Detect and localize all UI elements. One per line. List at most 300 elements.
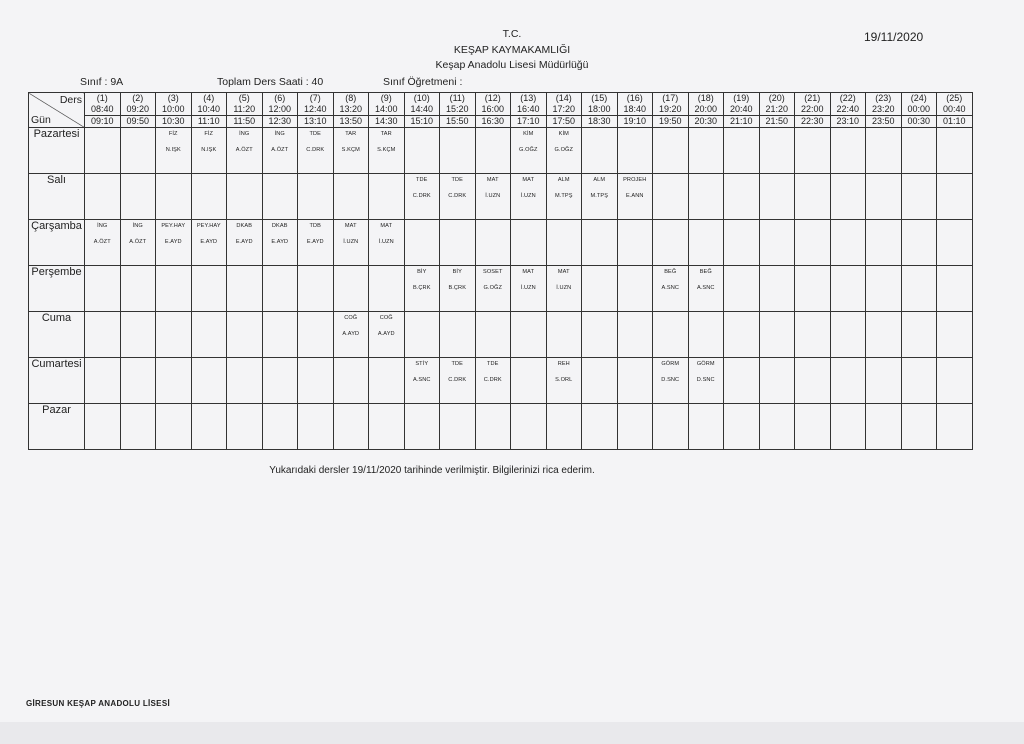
empty-cell	[262, 266, 298, 312]
empty-cell	[830, 312, 866, 358]
slot-number: (7)	[309, 93, 321, 103]
empty-cell	[191, 174, 227, 220]
lesson-cell	[227, 220, 263, 266]
day-name: Cuma	[29, 312, 85, 358]
empty-cell	[120, 266, 156, 312]
slot-end-time: 11:10	[192, 115, 227, 127]
empty-cell	[156, 358, 192, 404]
empty-cell	[511, 220, 547, 266]
lesson-subject: İNG	[132, 223, 143, 229]
slot-number: (13)	[520, 93, 537, 103]
lesson-cell	[440, 266, 476, 312]
slot-header	[866, 93, 902, 128]
empty-cell	[937, 312, 973, 358]
lesson-cell	[333, 312, 369, 358]
empty-cell	[546, 404, 582, 450]
empty-cell	[227, 266, 263, 312]
lesson-cell	[688, 266, 724, 312]
lesson-cell	[369, 312, 405, 358]
slot-number: (11)	[449, 93, 465, 103]
lesson-teacher: A.SNC	[412, 377, 431, 383]
empty-cell	[404, 220, 440, 266]
slot-start-time: 00:40	[942, 103, 966, 114]
empty-cell	[582, 266, 618, 312]
lesson-subject: TDB	[309, 223, 321, 229]
empty-cell	[653, 220, 689, 266]
empty-cell	[937, 220, 973, 266]
slot-start-time: 23:20	[871, 103, 895, 114]
day-name: Çarşamba	[29, 220, 85, 266]
empty-cell	[369, 358, 405, 404]
lesson-cell	[546, 174, 582, 220]
empty-cell	[759, 358, 795, 404]
slot-number: (22)	[839, 93, 856, 103]
slot-start-time: 18:00	[587, 103, 611, 114]
slot-header	[333, 93, 369, 128]
lesson-subject: BİY	[417, 269, 427, 275]
empty-cell	[333, 358, 369, 404]
document-date: 19/11/2020	[864, 30, 924, 44]
slot-end-time: 19:50	[653, 115, 688, 127]
empty-cell	[866, 358, 902, 404]
empty-cell	[653, 312, 689, 358]
slot-header	[795, 93, 831, 128]
lesson-teacher: S.ORL	[555, 377, 573, 383]
empty-cell	[582, 312, 618, 358]
slot-start-time: 16:00	[481, 103, 505, 114]
footer-school-name: GİRESUN KEŞAP ANADOLU LİSESİ	[26, 699, 170, 708]
empty-cell	[120, 358, 156, 404]
lesson-cell	[546, 266, 582, 312]
slot-number: (24)	[910, 93, 927, 103]
empty-cell	[795, 174, 831, 220]
empty-cell	[582, 220, 618, 266]
lesson-subject: TAR	[380, 131, 392, 137]
day-name: Perşembe	[29, 266, 85, 312]
lesson-teacher: İ.UZN	[520, 193, 536, 199]
class-label: Sınıf : 9A	[80, 76, 124, 88]
lesson-cell	[404, 358, 440, 404]
lesson-subject: MAT	[522, 269, 535, 275]
empty-cell	[617, 358, 653, 404]
empty-cell	[582, 128, 618, 174]
lesson-cell	[440, 358, 476, 404]
empty-cell	[475, 220, 511, 266]
corner-gun-label: Gün	[31, 114, 51, 126]
lesson-teacher: G.OĞZ	[554, 147, 574, 153]
lesson-teacher: D.SNC	[661, 377, 680, 383]
lesson-teacher: A.ÖZT	[235, 147, 253, 153]
lesson-subject: TDE	[416, 177, 428, 183]
empty-cell	[901, 312, 937, 358]
lesson-teacher: İ.UZN	[378, 239, 394, 245]
slot-header	[759, 93, 795, 128]
class-teacher-label: Sınıf Öğretmeni :	[383, 76, 463, 88]
slot-header	[830, 93, 866, 128]
lesson-cell	[369, 220, 405, 266]
slot-end-time: 17:10	[511, 115, 546, 127]
lesson-subject: COĞ	[379, 315, 393, 321]
slot-end-time: 09:10	[85, 115, 120, 127]
lesson-subject: DKAB	[236, 223, 253, 229]
empty-cell	[191, 358, 227, 404]
empty-cell	[759, 128, 795, 174]
lesson-cell	[298, 128, 334, 174]
empty-cell	[227, 358, 263, 404]
lesson-subject: DKAB	[271, 223, 288, 229]
lesson-cell	[440, 174, 476, 220]
lesson-teacher: A.SNC	[696, 285, 715, 291]
slot-end-time: 18:30	[582, 115, 617, 127]
lesson-subject: KİM	[523, 131, 534, 137]
empty-cell	[617, 220, 653, 266]
empty-cell	[759, 312, 795, 358]
empty-cell	[369, 404, 405, 450]
slot-header	[546, 93, 582, 128]
slot-number: (5)	[238, 93, 250, 103]
lesson-cell	[475, 266, 511, 312]
slot-start-time: 12:00	[268, 103, 292, 114]
empty-cell	[85, 128, 121, 174]
lesson-teacher: E.ANN	[625, 193, 644, 199]
slot-start-time: 10:00	[161, 103, 185, 114]
empty-cell	[85, 312, 121, 358]
empty-cell	[901, 358, 937, 404]
empty-cell	[404, 404, 440, 450]
empty-cell	[795, 220, 831, 266]
empty-cell	[724, 358, 760, 404]
empty-cell	[688, 174, 724, 220]
empty-cell	[475, 404, 511, 450]
slot-start-time: 22:00	[800, 103, 824, 114]
empty-cell	[830, 174, 866, 220]
slot-header	[688, 93, 724, 128]
lesson-teacher: İ.UZN	[485, 193, 501, 199]
lesson-subject: REH	[557, 361, 570, 367]
empty-cell	[120, 404, 156, 450]
lesson-subject: PROJEH	[623, 177, 647, 183]
slot-header	[901, 93, 937, 128]
lesson-subject: FİZ	[168, 131, 178, 137]
empty-cell	[333, 174, 369, 220]
empty-cell	[120, 312, 156, 358]
slot-number: (15)	[591, 93, 608, 103]
lesson-teacher: İ.UZN	[520, 285, 536, 291]
slot-start-time: 00:00	[907, 103, 931, 114]
slot-end-time: 11:50	[227, 115, 262, 127]
empty-cell	[759, 404, 795, 450]
lesson-cell	[546, 358, 582, 404]
empty-cell	[333, 404, 369, 450]
empty-cell	[937, 128, 973, 174]
slot-number: (8)	[345, 93, 357, 103]
slot-header	[120, 93, 156, 128]
slot-start-time: 18:40	[623, 103, 647, 114]
empty-cell	[830, 266, 866, 312]
lesson-cell	[262, 128, 298, 174]
lesson-cell	[156, 128, 192, 174]
slot-number: (18)	[697, 93, 714, 103]
lesson-teacher: C.DRK	[483, 377, 502, 383]
lesson-teacher: A.ÖZT	[93, 239, 111, 245]
slot-end-time: 15:10	[405, 115, 440, 127]
slot-end-time: 20:30	[689, 115, 724, 127]
lesson-cell	[511, 266, 547, 312]
day-row	[29, 220, 973, 266]
empty-cell	[901, 220, 937, 266]
empty-cell	[511, 404, 547, 450]
empty-cell	[120, 174, 156, 220]
empty-cell	[830, 358, 866, 404]
slot-number: (25)	[946, 93, 963, 103]
slot-end-time: 16:30	[476, 115, 511, 127]
empty-cell	[617, 312, 653, 358]
day-row	[29, 174, 973, 220]
empty-cell	[795, 266, 831, 312]
lesson-subject: TDE	[309, 131, 321, 137]
slot-header	[724, 93, 760, 128]
slot-start-time: 09:20	[126, 103, 150, 114]
empty-cell	[440, 220, 476, 266]
lesson-subject: MAT	[380, 223, 393, 229]
empty-cell	[85, 404, 121, 450]
lesson-subject: PEY.HAY	[161, 223, 186, 229]
empty-cell	[724, 174, 760, 220]
empty-cell	[298, 312, 334, 358]
empty-cell	[724, 128, 760, 174]
header-school: Keşap Anadolu Lisesi Müdürlüğü	[435, 59, 589, 71]
empty-cell	[653, 404, 689, 450]
lesson-subject: STİY	[415, 361, 429, 367]
empty-cell	[227, 174, 263, 220]
empty-cell	[937, 358, 973, 404]
lesson-cell	[298, 220, 334, 266]
empty-cell	[866, 128, 902, 174]
lesson-teacher: N.IŞK	[201, 147, 217, 153]
empty-cell	[866, 174, 902, 220]
slot-header	[475, 93, 511, 128]
lesson-teacher: C.DRK	[412, 193, 431, 199]
empty-cell	[688, 128, 724, 174]
slot-start-time: 08:40	[90, 103, 114, 114]
empty-cell	[546, 220, 582, 266]
slot-end-time: 23:50	[866, 115, 901, 127]
empty-cell	[724, 220, 760, 266]
lesson-subject: FİZ	[204, 131, 214, 137]
empty-cell	[369, 174, 405, 220]
empty-cell	[156, 266, 192, 312]
day-row	[29, 128, 973, 174]
empty-cell	[724, 266, 760, 312]
slot-start-time: 10:40	[197, 103, 221, 114]
lesson-teacher: C.DRK	[448, 377, 467, 383]
lesson-teacher: N.IŞK	[165, 147, 181, 153]
lesson-teacher: A.ÖZT	[129, 239, 147, 245]
lesson-subject: COĞ	[344, 315, 358, 321]
slot-end-time: 13:50	[334, 115, 369, 127]
slot-start-time: 19:20	[658, 103, 682, 114]
empty-cell	[511, 358, 547, 404]
empty-cell	[404, 312, 440, 358]
empty-cell	[191, 266, 227, 312]
lesson-cell	[120, 220, 156, 266]
empty-cell	[830, 220, 866, 266]
lesson-teacher: B.ÇRK	[412, 285, 431, 291]
slot-end-time: 23:10	[831, 115, 866, 127]
corner-ders-label: Ders	[59, 94, 82, 106]
slot-number: (4)	[203, 93, 215, 103]
empty-cell	[191, 404, 227, 450]
lesson-teacher: E.AYD	[271, 239, 289, 245]
header-institution: KEŞAP KAYMAKAMLIĞI	[453, 44, 571, 56]
empty-cell	[262, 174, 298, 220]
lesson-cell	[511, 128, 547, 174]
slot-header	[369, 93, 405, 128]
empty-cell	[262, 404, 298, 450]
corner-cell	[29, 93, 85, 128]
slot-header	[617, 93, 653, 128]
slot-number: (6)	[274, 93, 286, 103]
empty-cell	[298, 174, 334, 220]
empty-cell	[653, 174, 689, 220]
slot-start-time: 16:40	[516, 103, 540, 114]
lesson-teacher: S.KÇM	[341, 147, 360, 153]
lesson-cell	[475, 358, 511, 404]
empty-cell	[546, 312, 582, 358]
lesson-teacher: S.KÇM	[377, 147, 396, 153]
empty-cell	[937, 404, 973, 450]
slot-number: (17)	[662, 93, 679, 103]
slot-start-time: 11:20	[233, 103, 256, 114]
day-name: Cumartesi	[29, 358, 85, 404]
empty-cell	[937, 174, 973, 220]
header-tc: T.C.	[502, 28, 522, 40]
empty-cell	[440, 312, 476, 358]
lesson-cell	[617, 174, 653, 220]
lesson-cell	[582, 174, 618, 220]
slot-start-time: 12:40	[303, 103, 327, 114]
lesson-teacher: E.AYD	[235, 239, 253, 245]
slot-number: (21)	[804, 93, 821, 103]
lesson-cell	[333, 220, 369, 266]
lesson-teacher: İ.UZN	[343, 239, 359, 245]
lesson-cell	[227, 128, 263, 174]
slot-end-time: 10:30	[156, 115, 191, 127]
slot-header	[191, 93, 227, 128]
timetable-header-row	[29, 93, 973, 128]
timetable	[28, 92, 973, 450]
slot-header	[440, 93, 476, 128]
empty-cell	[759, 266, 795, 312]
slot-end-time: 00:30	[902, 115, 937, 127]
lesson-subject: İNG	[97, 223, 108, 229]
lesson-cell	[688, 358, 724, 404]
lesson-teacher: M.TPŞ	[590, 193, 609, 199]
lesson-teacher: G.OĞZ	[483, 285, 503, 291]
lesson-cell	[404, 266, 440, 312]
lesson-subject: GÖRM	[696, 361, 715, 367]
slot-end-time: 13:10	[298, 115, 333, 127]
lesson-subject: SOSET	[483, 269, 503, 275]
slot-header	[262, 93, 298, 128]
empty-cell	[688, 220, 724, 266]
day-row	[29, 266, 973, 312]
slot-header	[582, 93, 618, 128]
slot-start-time: 22:40	[836, 103, 860, 114]
lesson-subject: MAT	[344, 223, 357, 229]
lesson-subject: TAR	[345, 131, 357, 137]
lesson-subject: TDE	[451, 361, 463, 367]
lesson-teacher: C.DRK	[306, 147, 325, 153]
empty-cell	[582, 404, 618, 450]
empty-cell	[191, 312, 227, 358]
lesson-cell	[475, 174, 511, 220]
lesson-teacher: B.ÇRK	[448, 285, 467, 291]
empty-cell	[227, 404, 263, 450]
lesson-cell	[369, 128, 405, 174]
empty-cell	[688, 404, 724, 450]
empty-cell	[830, 404, 866, 450]
empty-cell	[298, 266, 334, 312]
empty-cell	[85, 174, 121, 220]
empty-cell	[901, 174, 937, 220]
empty-cell	[759, 174, 795, 220]
empty-cell	[901, 128, 937, 174]
slot-start-time: 14:40	[410, 103, 434, 114]
empty-cell	[156, 312, 192, 358]
empty-cell	[795, 312, 831, 358]
empty-cell	[475, 312, 511, 358]
empty-cell	[298, 358, 334, 404]
lesson-cell	[546, 128, 582, 174]
day-name: Salı	[29, 174, 85, 220]
slot-start-time: 13:20	[339, 103, 363, 114]
lesson-subject: GÖRM	[661, 361, 680, 367]
lesson-teacher: A.ÖZT	[271, 147, 289, 153]
empty-cell	[937, 266, 973, 312]
slot-end-time: 12:30	[263, 115, 298, 127]
empty-cell	[653, 128, 689, 174]
lesson-teacher: D.SNC	[696, 377, 715, 383]
lesson-subject: TDE	[451, 177, 463, 183]
lesson-subject: MAT	[486, 177, 499, 183]
empty-cell	[688, 312, 724, 358]
slot-number: (23)	[875, 93, 892, 103]
slot-start-time: 20:00	[694, 103, 718, 114]
slot-end-time: 09:50	[121, 115, 156, 127]
lesson-cell	[653, 266, 689, 312]
empty-cell	[85, 358, 121, 404]
slot-header	[156, 93, 192, 128]
empty-cell	[156, 174, 192, 220]
day-name: Pazartesi	[29, 128, 85, 174]
empty-cell	[866, 404, 902, 450]
slot-header	[298, 93, 334, 128]
lesson-cell	[191, 128, 227, 174]
lesson-teacher: İ.UZN	[556, 285, 572, 291]
lesson-teacher: M.TPŞ	[554, 193, 573, 199]
lesson-subject: TDE	[487, 361, 499, 367]
slot-number: (1)	[96, 93, 108, 103]
slot-end-time: 22:30	[795, 115, 830, 127]
empty-cell	[617, 128, 653, 174]
empty-cell	[724, 312, 760, 358]
lesson-teacher: C.DRK	[448, 193, 467, 199]
lesson-subject: BEĞ	[664, 269, 677, 275]
empty-cell	[85, 266, 121, 312]
lesson-subject: BEĞ	[699, 269, 712, 275]
empty-cell	[440, 128, 476, 174]
